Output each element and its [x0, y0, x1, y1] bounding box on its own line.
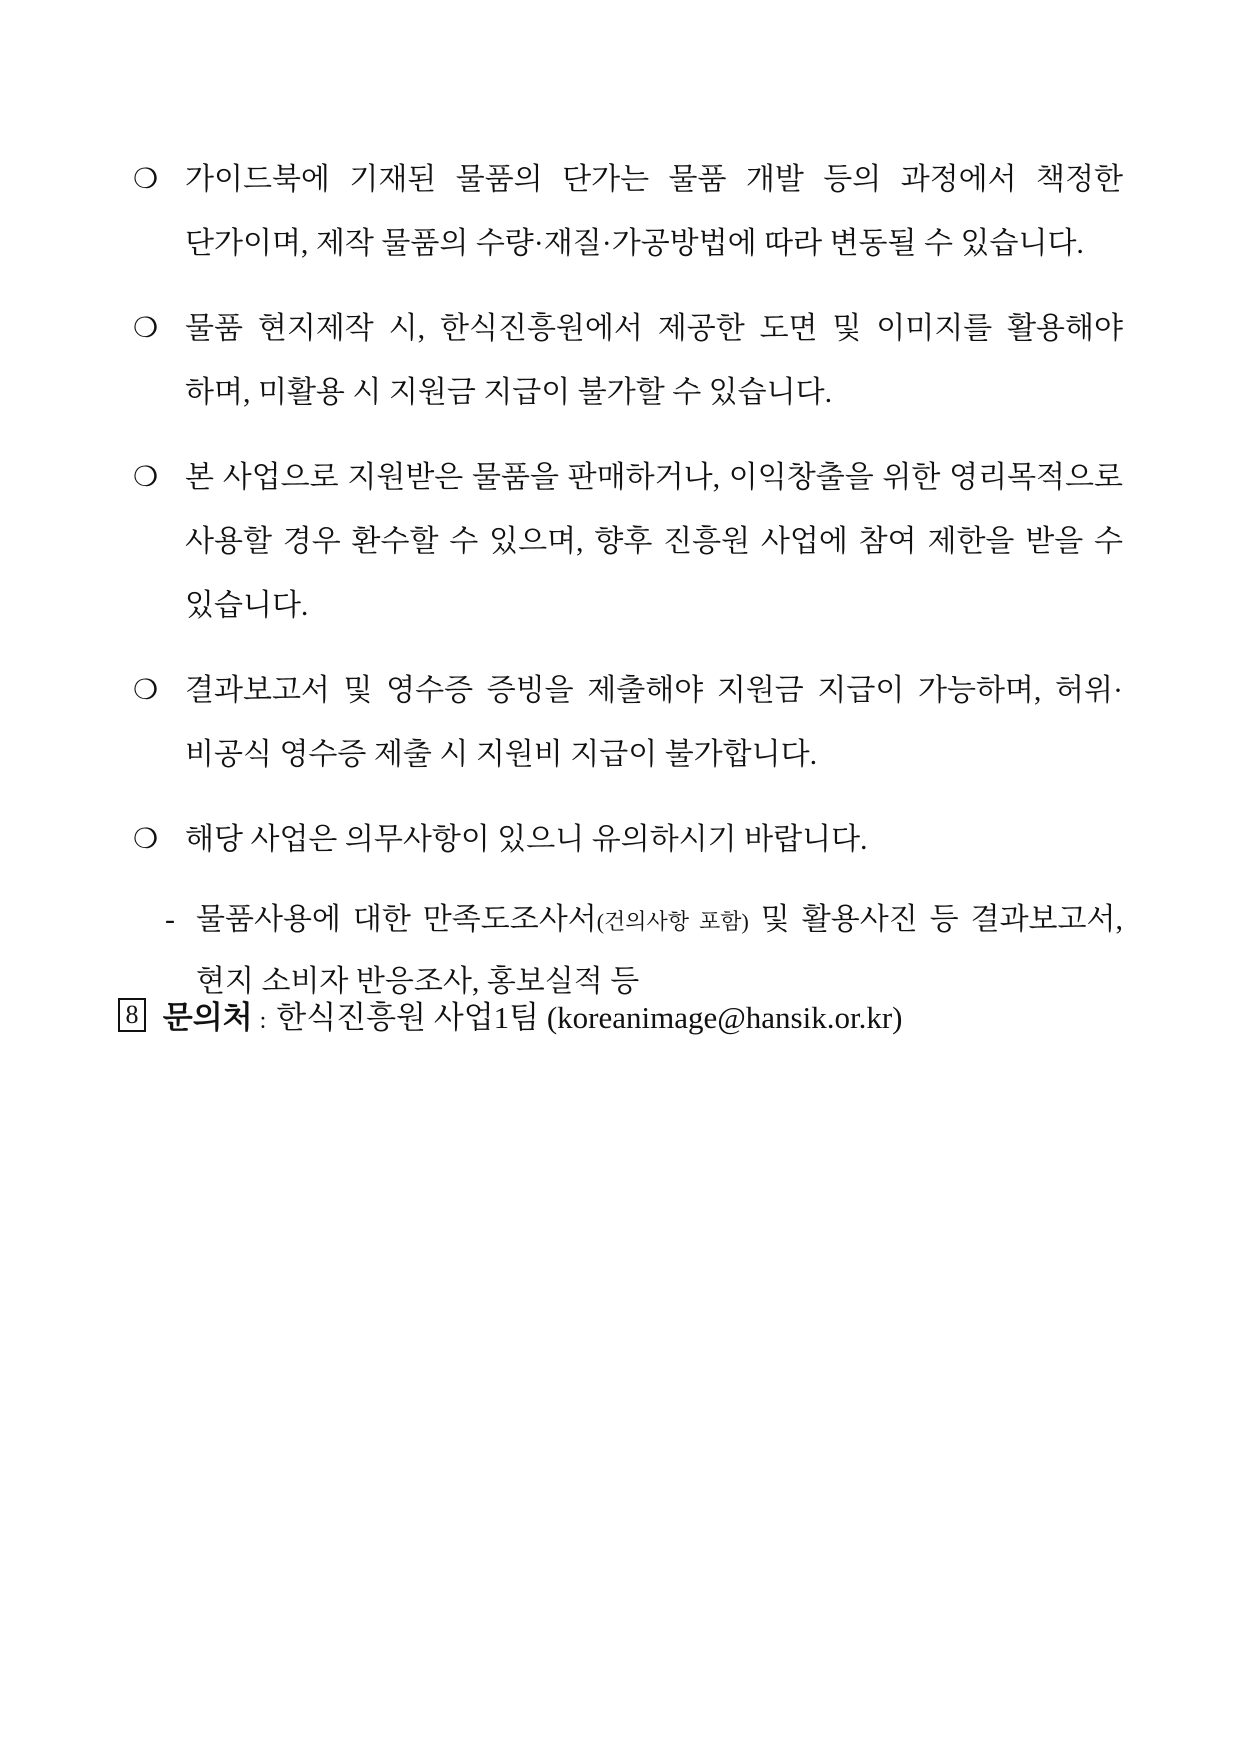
- notice-item-receipt: [133, 659, 1123, 787]
- notice-text: 가이드북에 기재된 물품의 단가는 물품 개발 등의 과정에서 책정한 단가이며, 제작 물품의 수량·재질·가공방법에 따라 변동될 수 있습니다.: [185, 163, 1123, 260]
- notice-text: 물품 현지제작 시, 한식진흥원에서 제공한 도면 및 이미지를 활용해야 하며, 미활용 시 지원금 지급이 불가할 수 있습니다.: [185, 312, 1123, 409]
- contact-label: 문의처: [162, 1000, 253, 1035]
- notice-list: [133, 148, 1123, 1012]
- section-number-badge: 8: [118, 998, 146, 1032]
- notice-item-profit-restriction: [133, 446, 1123, 638]
- notice-item-obligation: [133, 808, 1123, 872]
- dash-marker: -: [165, 903, 175, 936]
- notice-text: 결과보고서 및 영수증 증빙을 제출해야 지원금 지급이 가능하며, 허위·비공식 영수증 제출 시 지원비 지급이 불가합니다.: [185, 674, 1123, 771]
- contact-line: [118, 990, 903, 1049]
- circle-bullet-icon: ❍: [133, 164, 159, 195]
- notice-text: 본 사업으로 지원받은 물품을 판매하거나, 이익창출을 위한 영리목적으로 사용할 경우 환수할 수 있으며, 향후 진흥원 사업에 참여 제한을 받을 수 있습니다.: [185, 461, 1123, 622]
- obligation-note: (건의사항 포함): [596, 909, 749, 934]
- contact-value: 한식진흥원 사업1팀 (koreanimage@hansik.or.kr): [276, 1000, 903, 1035]
- circle-bullet-icon: ❍: [133, 675, 159, 706]
- contact-separator: :: [259, 1008, 267, 1034]
- circle-bullet-icon: ❍: [133, 462, 159, 493]
- circle-bullet-icon: ❍: [133, 824, 159, 855]
- obligation-text-start: 물품사용에 대한 만족도조사서: [196, 903, 597, 936]
- notice-text: 해당 사업은 의무사항이 있으니 유의하시기 바랍니다.: [185, 823, 868, 856]
- circle-bullet-icon: ❍: [133, 313, 159, 344]
- notice-item-local-production: [133, 297, 1123, 425]
- notice-item-price: [133, 148, 1123, 276]
- obligation-text-end: 및 활용사진 등 결과보고서, 현지 소비자 반응조사, 홍보실적 등: [196, 903, 1123, 998]
